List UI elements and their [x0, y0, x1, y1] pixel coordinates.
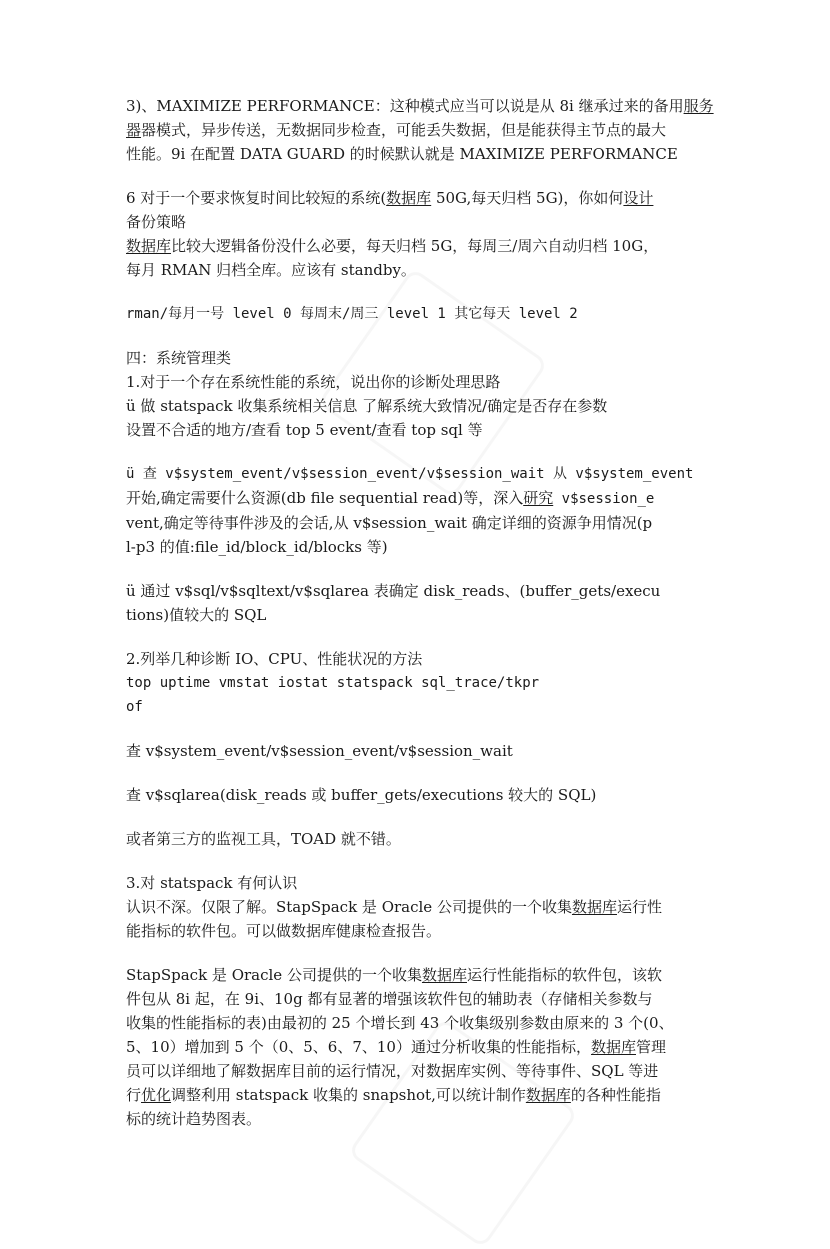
link-database[interactable]: 数据库 [421, 966, 467, 984]
link-optimize[interactable]: 优化 [141, 1086, 172, 1104]
document-body [126, 94, 714, 1151]
tool-list [126, 671, 706, 695]
text-line: 运行性 [616, 898, 662, 916]
text-line: 的各种性能指 [570, 1086, 661, 1104]
link-server[interactable]: 服务 [683, 97, 714, 115]
paragraph-question-2 [126, 647, 706, 719]
tool-item: top [126, 675, 152, 691]
question-title: 1.对于一个存在系统性能的系统，说出你的诊断处理思路 [126, 373, 501, 391]
paragraph-bullet-2 [126, 462, 706, 559]
text-line: l-p3 的值:file_id/block_id/blocks 等) [126, 538, 388, 556]
text-line: 收集的性能指标的表)由最初的 25 个增长到 43 个收集级别参数由原来的 3 个(0、 [126, 1014, 674, 1032]
text-line: StapSpack 是 Oracle 公司提供的一个收集 [126, 966, 422, 984]
link-server-cont[interactable]: 器 [126, 121, 142, 139]
tool-item: uptime [159, 675, 211, 691]
bullet-line: ü 查 v$system_event/v$session_event/v$session_wait 从 v$system_event [126, 466, 694, 482]
link-design[interactable]: 设计 [623, 189, 654, 207]
text-line: 件包从 8i 起，在 9i、10g 都有显著的增强该软件包的辅助表（存储相关参数与 [126, 990, 653, 1008]
paragraph-check-2: 查 v$sqlarea(disk_reads 或 buffer_gets/executions 较大的 SQL) [126, 786, 597, 804]
text-line: 备份策略 [126, 213, 187, 231]
paragraph-rman: rman/每月一号 level 0 每周末/周三 level 1 其它每天 level 2 [126, 306, 578, 322]
paragraph-statspack [126, 963, 706, 1131]
paragraph-question-3 [126, 871, 706, 943]
tool-item: vmstat [218, 675, 270, 691]
link-database[interactable]: 数据库 [386, 189, 432, 207]
text-line: 性能。9i 在配置 DATA GUARD 的时候默认就是 MAXIMIZE PERFORMANCE [126, 145, 678, 163]
bullet-line: ü 通过 v$sql/v$sqltext/v$sqlarea 表确定 disk_reads、(buffer_gets/execu [126, 582, 661, 600]
text-line: 3)、MAXIMIZE PERFORMANCE：这种模式应当可以说是从 8i 继承过来的备用 [126, 97, 684, 115]
text-line: vent,确定等待事件涉及的会话,从 v$session_wait 确定详细的资源争用情况(p [126, 514, 653, 532]
paragraph-bullet-3 [126, 579, 706, 627]
text-line: 设置不合适的地方/查看 top 5 event/查看 top sql 等 [126, 421, 483, 439]
tool-item: sql_trace/tkpr [421, 675, 540, 691]
text-line: 6 对于一个要求恢复时间比较短的系统( [126, 189, 387, 207]
text-line: tions)值较大的 SQL [126, 606, 267, 624]
text-line: 开始,确定需要什么资源(db file sequential read)等，深入 [126, 489, 524, 507]
text-line: 行 [126, 1086, 142, 1104]
paragraph-check-1: 查 v$system_event/v$session_event/v$session_wait [126, 742, 513, 760]
question-title: 3.对 statspack 有何认识 [126, 874, 298, 892]
question-title: 2.列举几种诊断 IO、CPU、性能状况的方法 [126, 650, 423, 668]
text-line: 认识不深。仅限了解。StapSpack 是 Oracle 公司提供的一个收集 [126, 898, 572, 916]
section-title: 四：系统管理类 [126, 349, 232, 367]
text-line: 50G,每天归档 5G)，你如何 [431, 189, 624, 207]
text-line: of [126, 699, 143, 715]
text-line: 比较大逻辑备份没什么必要，每天归档 5G，每周三/周六自动归档 10G， [171, 237, 659, 255]
text-line: 器模式，异步传送，无数据同步检查，可能丢失数据，但是能获得主节点的最大 [141, 121, 667, 139]
link-database[interactable]: 数据库 [590, 1038, 636, 1056]
text-line: 每月 RMAN 归档全库。应该有 standby。 [126, 261, 416, 279]
link-database[interactable]: 数据库 [126, 237, 172, 255]
text-line: 员可以详细地了解数据库目前的运行情况，对数据库实例、等待事件、SQL 等进 [126, 1062, 659, 1080]
tool-item: statspack [336, 675, 413, 691]
text-line: v$session_e [553, 491, 655, 507]
paragraph-maximize-performance [126, 94, 714, 166]
bullet-line: ü 做 statspack 收集系统相关信息 了解系统大致情况/确定是否存在参数 [126, 397, 608, 415]
link-research[interactable]: 研究 [523, 489, 554, 507]
link-database[interactable]: 数据库 [525, 1086, 571, 1104]
text-line: 标的统计趋势图表。 [126, 1110, 262, 1128]
paragraph-section-4 [126, 346, 706, 442]
tool-item: iostat [277, 675, 329, 691]
text-line: 运行性能指标的软件包，该软 [466, 966, 662, 984]
text-line: 管理 [636, 1038, 667, 1056]
text-line: 能指标的软件包。可以做数据库健康检查报告。 [126, 922, 442, 940]
paragraph-question-6 [126, 186, 706, 282]
paragraph-third-party: 或者第三方的监视工具，TOAD 就不错。 [126, 830, 401, 848]
text-line: 5、10）增加到 5 个（0、5、6、7、10）通过分析收集的性能指标， [126, 1038, 591, 1056]
link-database[interactable]: 数据库 [571, 898, 617, 916]
text-line: 调整利用 statspack 收集的 snapshot,可以统计制作 [171, 1086, 526, 1104]
